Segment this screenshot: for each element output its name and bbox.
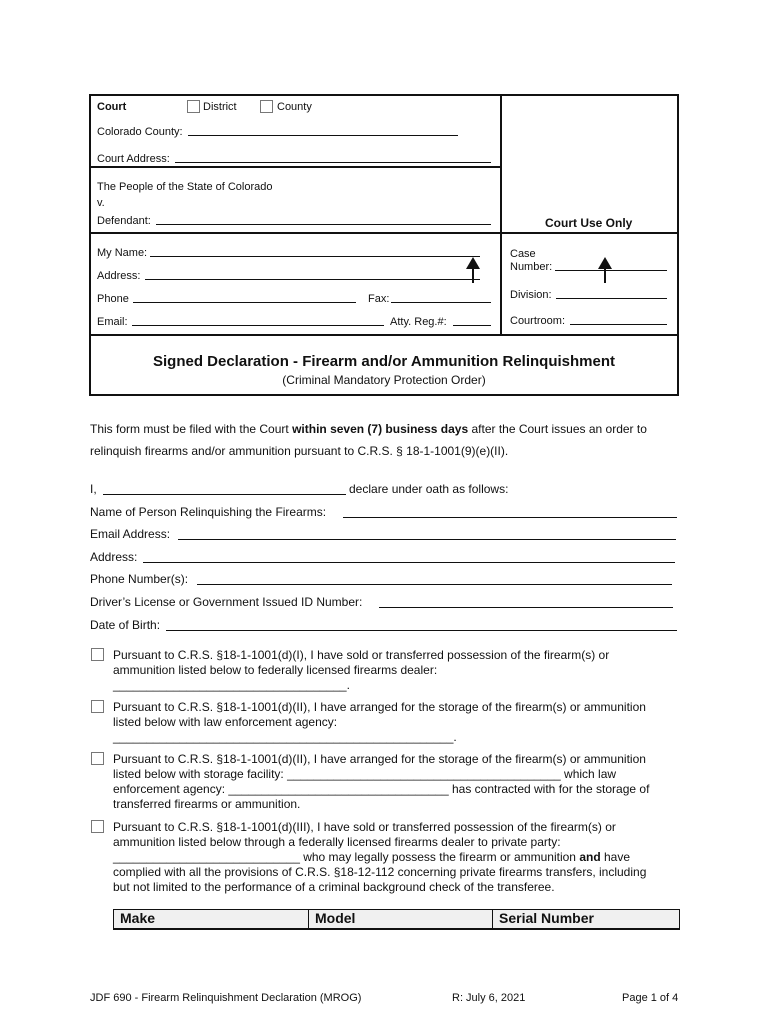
district-checkbox[interactable] [187, 100, 200, 113]
my-name-field[interactable] [150, 256, 480, 257]
option-line [113, 850, 673, 865]
email-address-field[interactable] [178, 539, 676, 540]
make-header: Make [114, 910, 309, 929]
option-dealer-checkbox[interactable] [91, 648, 104, 661]
option-line-bold: and [579, 850, 601, 864]
caption-divider-title [89, 334, 679, 336]
declarant-address-label: Address: [90, 550, 138, 564]
footer-revision: R: July 6, 2021 [452, 992, 526, 1004]
my-name-label: My Name: [97, 247, 148, 259]
dob-label: Date of Birth: [90, 618, 161, 632]
intro-line-1 [90, 422, 647, 436]
courtroom-field[interactable] [570, 324, 667, 325]
option-storage-facility-checkbox[interactable] [91, 752, 104, 765]
option-line: ammunition listed below through a federally licensed firearms dealer to private party: [113, 835, 561, 849]
relinquisher-name-label: Name of Person Relinquishing the Firearms: [90, 505, 327, 519]
option-dealer-text [113, 648, 673, 693]
case-number-label: Number: [510, 261, 553, 273]
phone-field[interactable] [133, 302, 356, 303]
fax-label: Fax: [368, 293, 390, 305]
courtroom-label: Courtroom: [510, 315, 566, 327]
county-checkbox[interactable] [260, 100, 273, 113]
option-line: complied with all the provisions of C.R.S. §18-12-112 concerning private firearms transfers, including [113, 865, 647, 879]
option-private-party-text [113, 820, 673, 895]
option-line: Pursuant to C.R.S. §18-1-1001(d)(II), I have arranged for the storage of the firearm(s) or ammunition [113, 700, 646, 714]
county-label: County [277, 101, 312, 113]
intro-text-2: after the Court issues an order to [468, 422, 647, 436]
firearm-table [113, 909, 680, 930]
arrow-up-icon [466, 257, 480, 283]
caption-box [89, 94, 679, 396]
option-line: listed below with storage facility: _________________________________________ which law [113, 767, 617, 781]
option-law-enforcement-text [113, 700, 673, 745]
arrow-up-icon [598, 257, 612, 283]
table-header-row [114, 910, 680, 929]
model-header: Model [309, 910, 493, 929]
address-label: Address: [97, 270, 141, 282]
option-line: enforcement agency: _________________________________ has contracted with for the storage of [113, 782, 650, 796]
district-label: District [203, 101, 237, 113]
license-id-label: Driver’s License or Government Issued ID Number: [90, 595, 363, 609]
phone-label: Phone [97, 293, 129, 305]
option-line: ___________________________________. [113, 678, 350, 692]
option-line-part: ____________________________ who may legally possess the firearm or ammunition [113, 850, 580, 864]
case-label: Case [510, 248, 536, 260]
option-line: but not limited to the performance of a criminal background check of the transferee. [113, 880, 555, 894]
footer-form-id: JDF 690 - Firearm Relinquishment Declaration (MROG) [90, 992, 362, 1004]
court-label: Court [97, 101, 127, 113]
email-address-label: Email Address: [90, 527, 171, 541]
option-line: Pursuant to C.R.S. §18-1-1001(d)(III), I have sold or transferred possession of the firearm(s) or [113, 820, 616, 834]
atty-reg-field[interactable] [453, 325, 491, 326]
division-field[interactable] [556, 298, 667, 299]
form-subtitle: (Criminal Mandatory Protection Order) [282, 373, 486, 387]
address-field[interactable] [145, 279, 480, 280]
option-line: ammunition listed below to federally licensed firearms dealer: [113, 663, 438, 677]
colorado-county-label: Colorado County: [97, 126, 183, 138]
caption-column-divider [500, 94, 502, 335]
option-line: ___________________________________________________. [113, 730, 457, 744]
caption-divider-court [89, 166, 502, 168]
dob-field[interactable] [166, 630, 677, 631]
option-storage-facility-text [113, 752, 673, 812]
declarant-address-field[interactable] [143, 562, 675, 563]
relinquisher-name-field[interactable] [343, 517, 677, 518]
footer-page: Page 1 of 4 [622, 992, 679, 1004]
colorado-county-field[interactable] [188, 135, 458, 136]
declare-suffix: declare under oath as follows: [349, 482, 509, 496]
atty-reg-label: Atty. Reg.#: [390, 316, 447, 328]
option-line: Pursuant to C.R.S. §18-1-1001(d)(I), I have sold or transferred possession of the firearm(s) or [113, 648, 610, 662]
form-title: Signed Declaration - Firearm and/or Ammunition Relinquishment [153, 353, 615, 370]
declarant-name-field[interactable] [103, 494, 346, 495]
intro-line-2: relinquish firearms and/or ammunition pursuant to C.R.S. § 18-1-1001(9)(e)(II). [90, 444, 509, 458]
defendant-label: Defendant: [97, 215, 151, 227]
people-line: The People of the State of Colorado [97, 181, 273, 193]
versus-text: v. [97, 197, 105, 209]
court-use-only: Court Use Only [545, 216, 633, 230]
division-label: Division: [510, 289, 552, 301]
option-line: transferred firearms or ammunition. [113, 797, 301, 811]
defendant-field[interactable] [156, 224, 491, 225]
license-id-field[interactable] [379, 607, 673, 608]
email-field[interactable] [132, 325, 384, 326]
option-line: Pursuant to C.R.S. §18-1-1001(d)(II), I have arranged for the storage of the firearm(s) or ammunition [113, 752, 646, 766]
fax-field[interactable] [391, 302, 491, 303]
email-label: Email: [97, 316, 128, 328]
option-line: listed below with law enforcement agency: [113, 715, 338, 729]
option-line-part: have [600, 850, 631, 864]
serial-number-header: Serial Number [493, 910, 680, 929]
phone-numbers-label: Phone Number(s): [90, 572, 189, 586]
declare-prefix: I, [90, 482, 97, 496]
court-address-field[interactable] [175, 162, 491, 163]
court-address-label: Court Address: [97, 153, 170, 165]
intro-text-1: This form must be filed with the Court [90, 422, 293, 436]
option-private-party-checkbox[interactable] [91, 820, 104, 833]
option-law-enforcement-checkbox[interactable] [91, 700, 104, 713]
phone-numbers-field[interactable] [197, 584, 672, 585]
caption-divider-parties [89, 232, 679, 234]
intro-deadline: within seven (7) business days [292, 422, 469, 436]
